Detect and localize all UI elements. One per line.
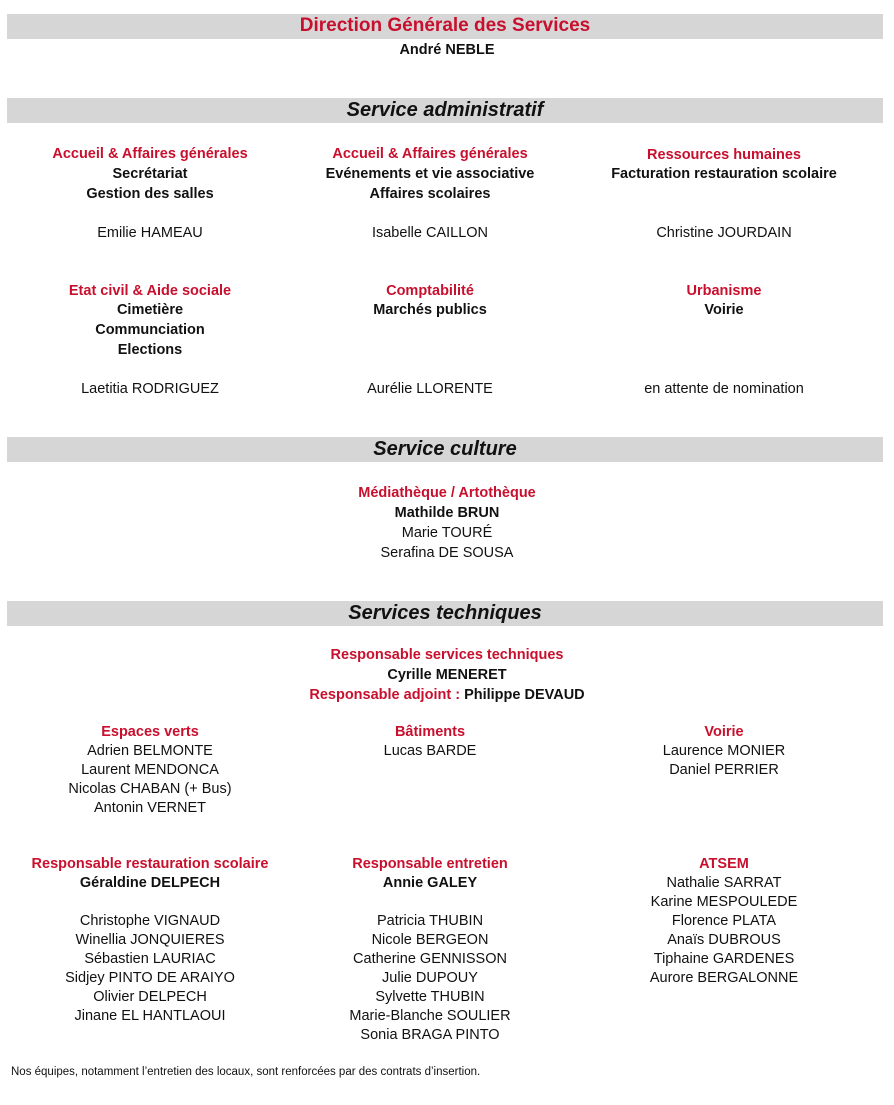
tech-head: Responsable services techniques [330,647,564,663]
admin-unit-role: Communciation [95,322,205,338]
admin-unit-role: Voirie [704,302,744,318]
admin-unit-role: Cimetière [116,302,184,318]
team-member: Nathalie SARRAT [666,875,782,891]
admin-unit-person: Laetitia RODRIGUEZ [81,381,219,397]
team-member: Nicolas CHABAN (+ Bus) [68,781,232,797]
admin-unit-person: Emilie HAMEAU [97,225,203,241]
admin-unit-person: Isabelle CAILLON [371,225,489,241]
dgs-title: Direction Générale des Services [7,14,883,39]
culture-lead: Mathilde BRUN [394,505,500,521]
team-entretien [280,855,580,1045]
team-member: Catherine GENNISSON [353,951,507,967]
tech-lead: Cyrille MENERET [387,667,507,683]
team-member: Daniel PERRIER [669,762,779,778]
team-member: Tiphaine GARDENES [653,951,795,967]
team-member: Patricia THUBIN [376,913,484,929]
culture-member: Serafina DE SOUSA [380,545,514,561]
admin-unit-head: Urbanisme [686,283,762,299]
team-head: ATSEM [699,856,749,872]
admin-unit-person: Aurélie LLORENTE [367,381,493,397]
footnote: Nos équipes, notamment l’entretien des locaux, sont renforcées par des contrats d’insertion. [11,1066,481,1078]
team-member: Sidjey PINTO DE ARAIYO [65,970,235,986]
spacer [0,893,300,912]
team-member: Sébastien LAURIAC [84,951,216,967]
team-member: Christophe VIGNAUD [79,913,221,929]
admin-unit-head: Accueil & Affaires générales [332,146,528,162]
team-member: Olivier DELPECH [93,989,207,1005]
team-member: Anaïs DUBROUS [667,932,781,948]
admin-unit-person: Christine JOURDAIN [656,225,792,241]
team-member: Laurent MENDONCA [81,762,219,778]
team-member: Adrien BELMONTE [87,743,213,759]
team-head: Responsable entretien [352,856,508,872]
team-member: Antonin VERNET [93,800,207,816]
tech-deputy-name: Philippe DEVAUD [464,687,585,703]
admin-unit-role: Evénements et vie associative [325,166,535,182]
team-lead: Géraldine DELPECH [79,875,221,891]
team-member: Sonia BRAGA PINTO [360,1027,500,1043]
team-head: Bâtiments [394,724,466,740]
team-atsem [574,855,874,988]
admin-unit-head: Ressources humaines [647,147,801,163]
section-title-admin: Service administratif [7,98,883,123]
team-member: Lucas BARDE [383,743,477,759]
team-restauration [0,855,300,1026]
team-member: Aurore BERGALONNE [649,970,799,986]
team-member: Nicole BERGEON [371,932,489,948]
team-member: Marie-Blanche SOULIER [349,1008,511,1024]
team-batiments [280,723,580,761]
admin-unit-role: Facturation restauration scolaire [611,166,837,182]
team-voirie [574,723,874,780]
tech-deputy [0,685,894,705]
team-member: Sylvette THUBIN [375,989,485,1005]
team-member: Jinane EL HANTLAOUI [74,1008,226,1024]
admin-unit-role: Elections [117,342,183,358]
admin-unit-role: Secrétariat [112,166,188,182]
team-lead: Annie GALEY [382,875,478,891]
section-title-tech: Services techniques [7,601,883,626]
team-member: Winellia JONQUIERES [75,932,225,948]
admin-unit-head: Accueil & Affaires générales [52,146,248,162]
admin-unit-role: Affaires scolaires [369,186,491,202]
team-head: Responsable restauration scolaire [31,856,269,872]
team-member: Laurence MONIER [662,743,786,759]
spacer [280,893,580,912]
team-head: Espaces verts [101,724,199,740]
admin-unit-person: en attente de nomination [644,381,804,397]
admin-unit-head: Comptabilité [386,283,474,299]
culture-member: Marie TOURÉ [401,525,493,541]
team-member: Florence PLATA [671,913,777,929]
dgs-name: André NEBLE [399,42,495,58]
team-member: Julie DUPOUY [382,970,478,986]
admin-unit-role: Marchés publics [373,302,487,318]
team-member: Karine MESPOULEDE [650,894,798,910]
team-head: Voirie [704,724,744,740]
admin-unit-head: Etat civil & Aide sociale [68,283,232,299]
culture-head: Médiathèque / Artothèque [358,485,536,501]
section-title-culture: Service culture [7,437,883,462]
tech-deputy-label: Responsable adjoint : [309,687,461,703]
team-espaces-verts [0,723,300,818]
admin-unit-role: Gestion des salles [86,186,214,202]
